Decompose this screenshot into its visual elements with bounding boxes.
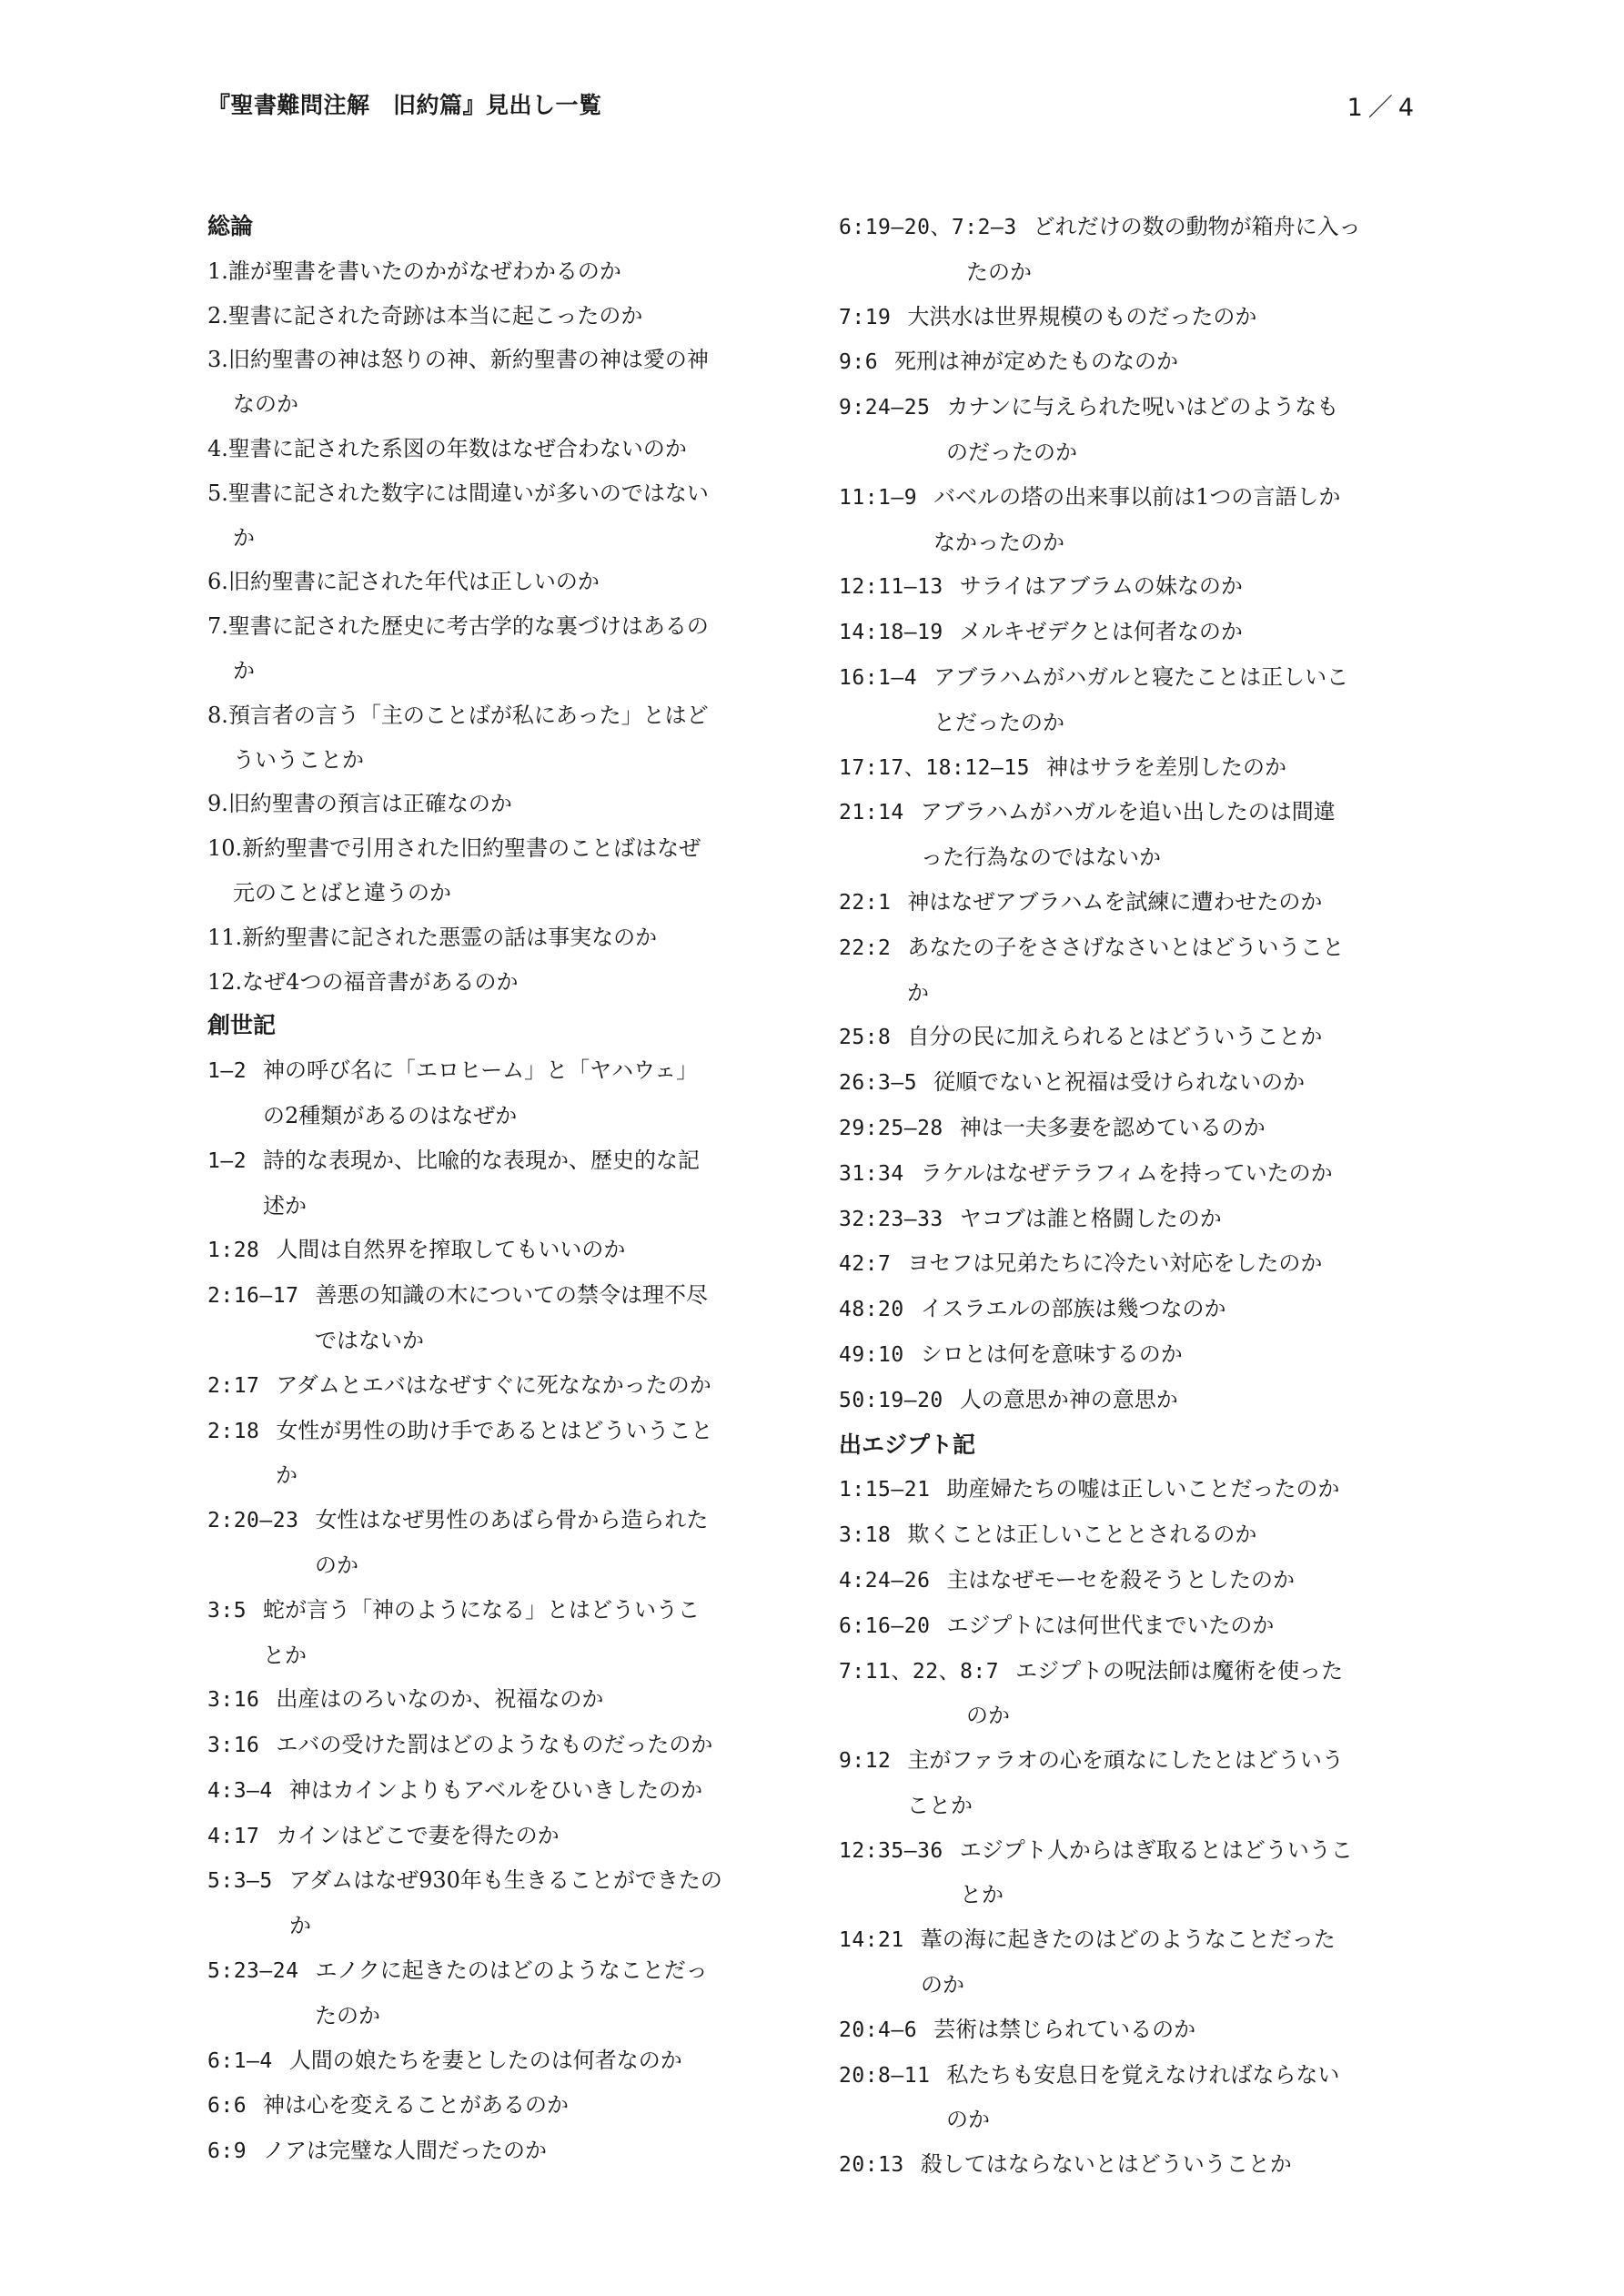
entry-line (207, 604, 799, 649)
heading-entry (207, 826, 799, 915)
entry-line (839, 1106, 1421, 1151)
entry-title: アブラハムがハガルを追い出したのは間違 (920, 799, 1336, 825)
entry-line (207, 338, 799, 382)
entry-line (839, 655, 1421, 701)
entry-title: 従順でないと祝福は受けられないのか (933, 1069, 1306, 1096)
entry-line (207, 826, 799, 871)
entry-title: ヤコブは誰と格闘したのか (959, 1205, 1222, 1231)
entry-title: 新約聖書に記された悪霊の話は事実なのか (242, 924, 658, 950)
entry-title: 誰が聖書を書いたのかがなぜわかるのか (227, 258, 621, 284)
entry-number: 9. (207, 791, 228, 817)
entry-line (207, 560, 799, 604)
entry-title: 蛇が言う「神のようになる」とはどういうこ (263, 1596, 701, 1623)
entry-line (207, 427, 799, 471)
entry-number: 1. (207, 258, 228, 284)
entry-line (839, 880, 1421, 925)
heading-entry (207, 1138, 799, 1229)
entry-title: エジプト人からはぎ取るとはどういうこ (959, 1836, 1353, 1863)
entry-line (207, 1588, 799, 1633)
entry-title: 死刑は神が定めたものなのか (894, 349, 1179, 375)
entry-title: 旧約聖書に記された年代は正しいのか (227, 569, 600, 595)
entry-title-continued: ういうことか (233, 746, 364, 773)
heading-entry (839, 655, 1421, 745)
entry-line (207, 1948, 799, 1994)
verse-reference: 2:18 (207, 1419, 260, 1443)
verse-reference: 20:4–6 (839, 2018, 918, 2042)
entry-line (207, 960, 799, 1005)
right-column (839, 205, 1421, 2188)
entry-title: 人間は自然界を搾取してもいいのか (276, 1237, 626, 1263)
entry-line (207, 1048, 799, 1094)
heading-entry (207, 2038, 799, 2084)
entry-title: 芸術は禁じられているのか (933, 2016, 1196, 2042)
entry-number: 11. (207, 924, 243, 950)
verse-reference: 20:8–11 (839, 2063, 931, 2088)
entry-line (207, 1858, 799, 1904)
entry-title: エジプトの呪法師は魔術を使った (1015, 1657, 1344, 1684)
entry-title: エバの受けた罰はどのようなものだったのか (276, 1732, 713, 1758)
verse-reference: 48:20 (839, 1298, 904, 1322)
heading-entry (839, 1828, 1421, 1918)
entry-number: 4. (207, 435, 228, 461)
entry-title-continued: のか (966, 1703, 1010, 1729)
heading-entry (839, 1738, 1421, 1828)
heading-entry (839, 1241, 1421, 1287)
entry-line (839, 1332, 1421, 1378)
entry-number: 2. (207, 302, 228, 329)
page-header (207, 87, 1419, 127)
heading-entry (207, 1723, 799, 1768)
entry-line (839, 1197, 1421, 1242)
entry-title-continued: なかったのか (933, 529, 1064, 555)
entry-title: エノクに起きたのはどのようなことだっ (315, 1957, 708, 1984)
heading-entry (839, 295, 1421, 340)
heading-entry (839, 205, 1421, 295)
entry-line (839, 475, 1421, 521)
entry-title: なぜ4つの福音書があるのか (242, 968, 519, 995)
verse-reference: 7:11、22、8:7 (839, 1659, 1000, 1684)
entry-title: 自分の民に加えられるとはどういうことか (907, 1024, 1323, 1050)
verse-reference: 22:1 (839, 890, 892, 915)
entry-title-continued: か (233, 657, 255, 683)
entry-number: 3. (207, 347, 228, 373)
heading-entry (839, 475, 1421, 565)
verse-reference: 29:25–28 (839, 1116, 943, 1140)
heading-entry (839, 2008, 1421, 2053)
left-column (207, 205, 799, 2174)
entry-line (839, 1512, 1421, 1558)
heading-entry (207, 960, 799, 1005)
entry-title: イスラエルの部族は幾つなのか (920, 1296, 1226, 1322)
entry-title: 預言者の言う「主のことばが私にあった」とはど (227, 702, 709, 728)
heading-entry (839, 385, 1421, 475)
heading-entry (839, 790, 1421, 880)
verse-reference: 9:12 (839, 1749, 892, 1774)
entry-title-continued: とか (960, 1882, 1004, 1908)
entry-title: 主がファラオの心を頑なにしたとはどういう (907, 1747, 1344, 1774)
entry-title: ヨセフは兄弟たちに冷たい対応をしたのか (907, 1250, 1323, 1277)
entry-title: エジプトには何世代までいたのか (946, 1612, 1275, 1638)
verse-reference: 12:11–13 (839, 575, 943, 600)
entry-line (839, 385, 1421, 430)
entry-line (839, 1603, 1421, 1649)
heading-entry (207, 560, 799, 604)
verse-reference: 6:19–20、7:2–3 (839, 216, 1017, 239)
heading-entry (207, 1409, 799, 1499)
heading-entry (839, 1378, 1421, 1423)
entry-title: シロとは何を意味するのか (920, 1340, 1183, 1367)
entry-line (839, 1558, 1421, 1603)
entry-title-continued: とか (263, 1642, 307, 1668)
entry-title: 神の呼び名に「エロヒーム」と「ヤハウェ」 (263, 1057, 699, 1084)
heading-entry (207, 427, 799, 471)
verse-reference: 1:15–21 (839, 1478, 931, 1502)
entry-title: 聖書に記された数字には間違いが多いのではない (227, 480, 709, 506)
entry-line (839, 925, 1421, 971)
entry-title: サライはアブラムの妹なのか (959, 573, 1243, 600)
entry-title: 詩的な表現か、比喩的な表現か、歴史的な記 (263, 1147, 701, 1173)
heading-entry (839, 610, 1421, 655)
entry-line (207, 1677, 799, 1723)
entry-title-continued: ではないか (315, 1327, 424, 1353)
entry-title: 神は一夫多妻を認めているのか (959, 1114, 1266, 1140)
entry-title: 出産はのろいなのか、祝福なのか (276, 1686, 604, 1713)
heading-entry (839, 564, 1421, 610)
verse-reference: 1–2 (207, 1148, 247, 1173)
entry-title: 殺してはならないとはどういうことか (920, 2151, 1292, 2178)
entry-title-continued: なのか (233, 391, 298, 418)
entry-title: どれだけの数の動物が箱舟に入っ (1033, 214, 1361, 239)
entry-title: 旧約聖書の神は怒りの神、新約聖書の神は愛の神 (227, 347, 709, 373)
heading-entry (207, 1948, 799, 2038)
heading-entry (207, 2129, 799, 2174)
heading-entry (839, 1512, 1421, 1558)
entry-title: あなたの子をささげなさいとはどういうこと (907, 934, 1345, 960)
verse-reference: 3:5 (207, 1598, 247, 1623)
verse-reference: 14:18–19 (839, 621, 943, 645)
verse-reference: 12:35–36 (839, 1838, 943, 1863)
entry-line (839, 1287, 1421, 1332)
entry-line (207, 1814, 799, 1859)
heading-entry (207, 1768, 799, 1814)
verse-reference: 11:1–9 (839, 485, 918, 510)
entry-title: 主はなぜモーセを殺そうとしたのか (946, 1566, 1295, 1593)
section-heading-genesis: 創世記 (207, 1012, 277, 1039)
verse-reference: 3:16 (207, 1734, 260, 1758)
entry-line (839, 205, 1421, 250)
heading-entry (207, 1858, 799, 1948)
entry-title: 聖書に記された系図の年数はなぜ合わないのか (227, 435, 687, 461)
entry-title: カインはどこで妻を得たのか (276, 1822, 560, 1848)
entry-title: アブラハムがハガルと寝たことは正しいこ (933, 663, 1349, 690)
heading-entry (207, 1588, 799, 1678)
heading-entry (839, 2053, 1421, 2143)
entry-number: 8. (207, 702, 228, 728)
verse-reference: 42:7 (839, 1252, 892, 1277)
verse-reference: 1:28 (207, 1239, 260, 1263)
heading-entry (207, 1677, 799, 1723)
entry-title: バベルの塔の出来事以前は1つの言語しか (933, 483, 1341, 510)
entry-number: 12. (207, 968, 243, 995)
entry-title: 神はなぜアブラハムを試練に遭わせたのか (907, 888, 1323, 915)
entry-title: 人の意思か神の意思か (959, 1386, 1178, 1412)
entry-title-continued: 述か (263, 1192, 307, 1219)
entry-number: 6. (207, 569, 228, 595)
entry-line (839, 745, 1421, 791)
heading-entry (207, 1498, 799, 1588)
entry-line (207, 249, 799, 294)
entry-line (207, 2083, 799, 2129)
heading-entry (839, 1332, 1421, 1378)
verse-reference: 25:8 (839, 1026, 892, 1050)
verse-reference: 22:2 (839, 936, 892, 960)
verse-reference: 32:23–33 (839, 1207, 943, 1231)
heading-entry (207, 2083, 799, 2129)
entry-line (839, 564, 1421, 610)
verse-reference: 9:6 (839, 350, 879, 375)
heading-entry (207, 1363, 799, 1409)
verse-reference: 14:21 (839, 1928, 904, 1953)
heading-entry (207, 915, 799, 960)
verse-reference: 6:16–20 (839, 1613, 931, 1638)
heading-entry (207, 1814, 799, 1859)
entry-line (207, 1228, 799, 1273)
entry-title: 大洪水は世界規模のものだったのか (907, 303, 1257, 329)
entry-line (207, 471, 799, 516)
heading-entry (839, 1287, 1421, 1332)
verse-reference: 17:17、18:12–15 (839, 755, 1031, 780)
entry-title: 欺くことは正しいこととされるのか (907, 1522, 1257, 1548)
verse-reference: 3:18 (839, 1523, 892, 1548)
heading-entry (839, 1917, 1421, 2008)
entry-line (839, 2008, 1421, 2053)
entry-line (839, 1241, 1421, 1287)
entry-title-continued: のだったのか (946, 439, 1077, 465)
entry-line (207, 2038, 799, 2084)
heading-entry (839, 925, 1421, 1016)
entry-title-continued: とだったのか (933, 709, 1064, 735)
verse-reference: 16:1–4 (839, 665, 918, 690)
entry-line (839, 1378, 1421, 1423)
entry-title-continued: のか (946, 2107, 990, 2133)
entry-line (839, 1060, 1421, 1106)
entry-title: 神はサラを差別したのか (1046, 754, 1287, 780)
entry-title: 女性が男性の助け手であるとはどういうこと (276, 1417, 713, 1443)
entry-title-continued: か (907, 979, 929, 1006)
verse-reference: 4:24–26 (839, 1568, 931, 1593)
verse-reference: 1–2 (207, 1059, 247, 1084)
entry-line (839, 790, 1421, 835)
entry-line (839, 1738, 1421, 1784)
document-title: 『聖書難問注解 旧約篇』見出し一覧 (207, 92, 602, 118)
entry-title: カナンに与えられた呪いはどのようなも (946, 394, 1339, 420)
verse-reference: 5:3–5 (207, 1869, 273, 1894)
verse-reference: 4:3–4 (207, 1778, 273, 1803)
entry-title: メルキゼデクとは何者なのか (959, 619, 1243, 645)
entry-number: 7. (207, 613, 228, 640)
verse-reference: 31:34 (839, 1161, 904, 1186)
entry-line (207, 1273, 799, 1319)
heading-entry (839, 880, 1421, 925)
entry-title-continued: 元のことばと違うのか (233, 879, 451, 905)
entry-line (207, 1723, 799, 1768)
verse-reference: 2:16–17 (207, 1284, 299, 1309)
page-number: 1／4 (1347, 94, 1419, 122)
heading-entry (207, 338, 799, 427)
genesis-continued-list (839, 205, 1421, 1423)
heading-entry (839, 1603, 1421, 1649)
heading-entry (207, 249, 799, 294)
entry-line (839, 1649, 1421, 1694)
verse-reference: 50:19–20 (839, 1388, 943, 1412)
entry-line (839, 1151, 1421, 1197)
entry-number: 5. (207, 480, 228, 506)
entry-title: 神はカインよりもアベルをひいきしたのか (288, 1776, 703, 1803)
entry-title: アダムはなぜ930年も生きることができたの (288, 1867, 722, 1894)
entry-title: 善悪の知識の木についての禁令は理不尽 (315, 1282, 708, 1309)
heading-entry (207, 294, 799, 339)
entry-title-continued: のか (921, 1972, 964, 1998)
entry-line (207, 1409, 799, 1454)
entry-title: 助産婦たちの嘘は正しいことだったのか (946, 1476, 1340, 1502)
verse-reference: 2:17 (207, 1373, 260, 1398)
heading-entry (839, 1558, 1421, 1603)
soron-list (207, 249, 799, 1005)
entry-title: 聖書に記された歴史に考古学的な裏づけはあるの (227, 613, 709, 640)
heading-entry (207, 693, 799, 783)
entry-line (207, 1363, 799, 1409)
heading-entry (839, 1197, 1421, 1242)
entry-title: ラケルはなぜテラフィムを持っていたのか (920, 1159, 1333, 1186)
entry-title-continued: たのか (966, 258, 1032, 285)
heading-entry (839, 1467, 1421, 1512)
heading-entry (839, 1106, 1421, 1151)
verse-reference: 9:24–25 (839, 396, 931, 420)
entry-line (839, 2053, 1421, 2099)
heading-entry (839, 1649, 1421, 1739)
entry-line (839, 1015, 1421, 1060)
heading-entry (839, 1151, 1421, 1197)
heading-entry (839, 2142, 1421, 2188)
verse-reference: 49:10 (839, 1342, 904, 1367)
heading-entry (207, 1048, 799, 1138)
entry-title-continued: か (276, 1462, 298, 1489)
verse-reference: 7:19 (839, 305, 892, 329)
entry-line (839, 2142, 1421, 2188)
genesis-list (207, 1048, 799, 2174)
entry-title-continued: のか (315, 1552, 358, 1578)
heading-entry (207, 782, 799, 826)
verse-reference: 20:13 (839, 2153, 904, 2178)
entry-title: 葦の海に起きたのはどのようなことだった (920, 1927, 1336, 1953)
heading-entry (839, 1015, 1421, 1060)
entry-title-continued: った行為なのではないか (921, 845, 1161, 871)
verse-reference: 6:6 (207, 2094, 247, 2119)
verse-reference: 6:1–4 (207, 2048, 273, 2073)
entry-line (207, 1768, 799, 1814)
entry-title-continued: たのか (315, 2002, 380, 2028)
entry-line (207, 294, 799, 339)
verse-reference: 21:14 (839, 801, 904, 825)
entry-title-continued: の2種類があるのはなぜか (263, 1102, 518, 1128)
entry-title: 旧約聖書の預言は正確なのか (227, 791, 512, 817)
entry-title: 神は心を変えることがあるのか (263, 2092, 570, 2119)
entry-title-continued: ことか (907, 1792, 973, 1818)
verse-reference: 26:3–5 (839, 1071, 918, 1096)
entry-line (839, 610, 1421, 655)
heading-entry (207, 1228, 799, 1273)
entry-title-continued: か (289, 1913, 311, 1939)
entry-line (207, 1498, 799, 1543)
entry-line (839, 295, 1421, 340)
entry-number: 10. (207, 835, 243, 862)
entry-title: ノアは完璧な人間だったのか (263, 2138, 548, 2164)
section-heading-exodus: 出エジプト記 (839, 1431, 976, 1458)
exodus-list (839, 1467, 1421, 2188)
entry-line (207, 2129, 799, 2174)
entry-line (207, 693, 799, 738)
entry-line (839, 1828, 1421, 1874)
entry-line (207, 782, 799, 826)
entry-line (207, 1138, 799, 1184)
entry-line (207, 915, 799, 960)
entry-title: アダムとエバはなぜすぐに死ななかったのか (276, 1371, 711, 1398)
verse-reference: 4:17 (207, 1824, 260, 1848)
verse-reference: 2:20–23 (207, 1509, 299, 1533)
verse-reference: 5:23–24 (207, 1959, 299, 1984)
entry-title: 私たちも安息日を覚えなければならない (946, 2061, 1340, 2088)
heading-entry (207, 1273, 799, 1363)
entry-title-continued: か (233, 524, 255, 551)
entry-title: 人間の娘たちを妻としたのは何者なのか (288, 2047, 682, 2073)
heading-entry (839, 745, 1421, 791)
entry-title: 聖書に記された奇跡は本当に起こったのか (227, 302, 643, 329)
heading-entry (839, 1060, 1421, 1106)
entry-title: 女性はなぜ男性のあばら骨から造られた (315, 1507, 709, 1533)
verse-reference: 3:16 (207, 1688, 260, 1713)
entry-line (839, 339, 1421, 385)
entry-line (839, 1467, 1421, 1512)
section-heading-soron: 総論 (207, 213, 254, 239)
entry-line (839, 1917, 1421, 1963)
entry-title: 新約聖書で引用された旧約聖書のことばはなぜ (242, 835, 701, 862)
heading-entry (207, 604, 799, 693)
heading-entry (839, 339, 1421, 385)
heading-entry (207, 471, 799, 561)
verse-reference: 6:9 (207, 2139, 247, 2164)
